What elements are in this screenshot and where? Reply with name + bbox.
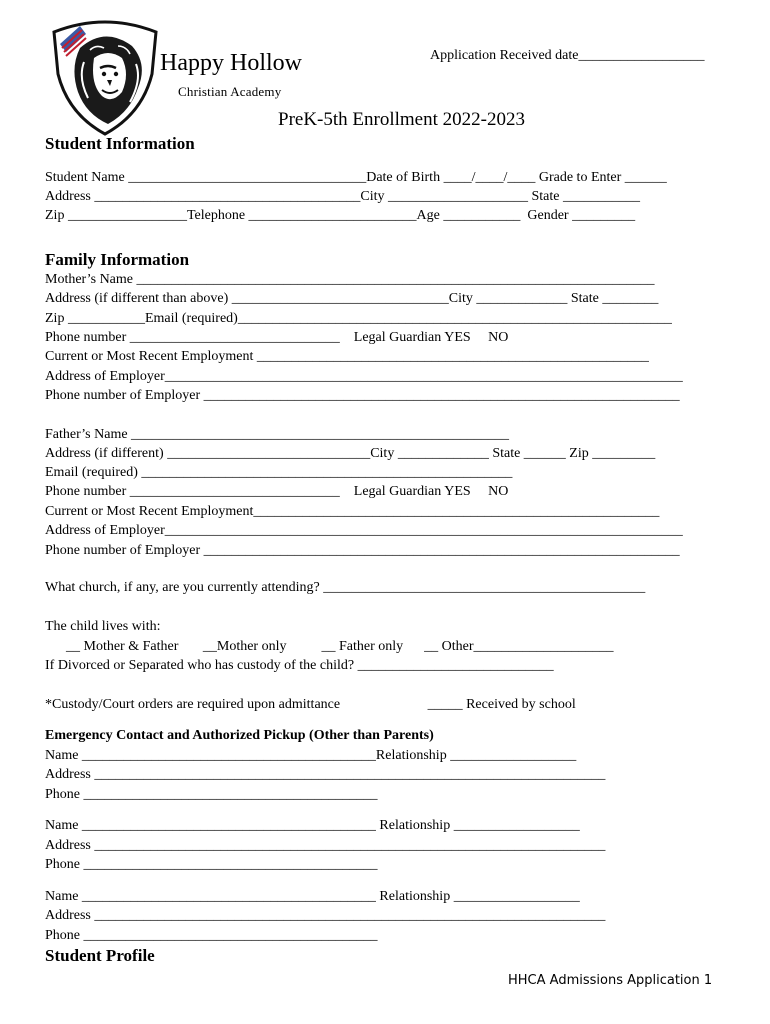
family-information-heading: Family Information [45, 250, 190, 269]
court-orders-line[interactable]: *Custody/Court orders are required upon admittance _____ Received by school [45, 697, 576, 712]
church-line[interactable]: What church, if any, are you currently attending? ______________________________________________ [45, 580, 646, 595]
application-received-date-field[interactable]: Application Received date__________________ [430, 48, 705, 63]
emergency-3-name-line[interactable]: Name __________________________________________ Relationship __________________ [45, 889, 580, 904]
father-name-line[interactable]: Father’s Name ______________________________________________________ [45, 427, 510, 442]
student-address-city-state-line[interactable]: Address ______________________________________City ____________________ State ___________ [45, 189, 640, 204]
mother-phone-guardian-line[interactable]: Phone number ______________________________ Legal Guardian YES NO [45, 330, 509, 345]
emergency-1-phone-line[interactable]: Phone __________________________________________ [45, 787, 378, 802]
student-information-heading: Student Information [45, 134, 195, 153]
emergency-2-name-line[interactable]: Name __________________________________________ Relationship __________________ [45, 818, 580, 833]
mother-employer-phone-line[interactable]: Phone number of Employer ____________________________________________________________________ [45, 388, 680, 403]
father-email-line[interactable]: Email (required) _____________________________________________________ [45, 465, 513, 480]
school-name: Happy Hollow [160, 50, 302, 76]
father-employer-address-line[interactable]: Address of Employer__________________________________________________________________________ [45, 523, 683, 538]
school-subtitle: Christian Academy [178, 84, 282, 99]
custody-line[interactable]: If Divorced or Separated who has custody of the child? ____________________________ [45, 658, 554, 673]
mother-name-line[interactable]: Mother’s Name __________________________________________________________________________ [45, 272, 655, 287]
emergency-3-address-line[interactable]: Address _________________________________________________________________________ [45, 908, 606, 923]
student-name-dob-grade-line[interactable]: Student Name __________________________________Date of Birth ____/____/____ Grade to Enter ______ [45, 170, 667, 185]
mother-employment-line[interactable]: Current or Most Recent Employment ________________________________________________________ [45, 349, 649, 364]
father-employment-line[interactable]: Current or Most Recent Employment__________________________________________________________ [45, 504, 660, 519]
emergency-1-address-line[interactable]: Address _________________________________________________________________________ [45, 767, 606, 782]
student-profile-heading: Student Profile [45, 946, 155, 965]
child-lives-with-options[interactable]: __ Mother & Father __Mother only __ Father only __ Other____________________ [45, 639, 614, 654]
father-address-line[interactable]: Address (if different) _____________________________City _____________ State ______ Zip _________ [45, 446, 656, 461]
student-zip-phone-age-gender-line[interactable]: Zip _________________Telephone ________________________Age ___________ Gender _________ [45, 208, 636, 223]
emergency-3-phone-line[interactable]: Phone __________________________________________ [45, 928, 378, 943]
emergency-2-phone-line[interactable]: Phone __________________________________________ [45, 857, 378, 872]
emergency-contact-heading: Emergency Contact and Authorized Pickup (Other than Parents) [45, 728, 434, 743]
father-employer-phone-line[interactable]: Phone number of Employer ____________________________________________________________________ [45, 543, 680, 558]
form-title: PreK-5th Enrollment 2022-2023 [278, 109, 525, 130]
father-phone-guardian-line[interactable]: Phone number ______________________________ Legal Guardian YES NO [45, 484, 509, 499]
mother-address-line[interactable]: Address (if different than above) _______________________________City _____________ State ________ [45, 291, 659, 306]
lion-shield-logo [50, 18, 160, 136]
mother-zip-email-line[interactable]: Zip ___________Email (required)______________________________________________________________ [45, 311, 672, 326]
emergency-2-address-line[interactable]: Address _________________________________________________________________________ [45, 838, 606, 853]
child-lives-with-label: The child lives with: [45, 619, 161, 634]
emergency-1-name-line[interactable]: Name __________________________________________Relationship __________________ [45, 748, 577, 763]
mother-employer-address-line[interactable]: Address of Employer__________________________________________________________________________ [45, 369, 683, 384]
page-footer: HHCA Admissions Application 1 [508, 973, 713, 988]
